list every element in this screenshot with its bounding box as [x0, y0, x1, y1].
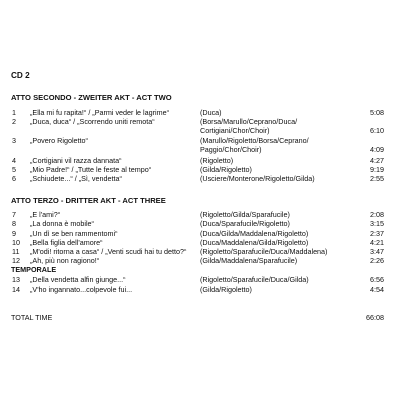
- track-number: 1: [12, 108, 16, 117]
- track-duration: 6:56: [370, 275, 384, 284]
- track-cast-line: (Duca/Maddalena/Gilda/Rigoletto): [200, 238, 309, 247]
- track-number: 10: [12, 238, 20, 247]
- track-duration: 4:54: [370, 285, 384, 294]
- track-cast-line: Cortigiani/Chor/Choir): [200, 126, 270, 136]
- track-duration: 2:55: [370, 174, 384, 183]
- track-title: „M'odi! ritorna a casa“ / „Venti scudi hai tu detto?“: [30, 247, 187, 256]
- track-cast: [200, 175, 315, 184]
- total-time-value: 66:08: [366, 313, 384, 322]
- act-three-heading: ATTO TERZO - DRITTER AKT - ACT THREE: [11, 196, 166, 205]
- track-title: „La donna è mobile“: [30, 219, 94, 228]
- track-cast-line: (Duca/Gilda/Maddalena/Rigoletto): [200, 229, 309, 238]
- track-cast-line: (Duca/Sparafucile/Rigoletto): [200, 219, 290, 228]
- track-title: „Ah, più non ragiono!“: [30, 256, 100, 265]
- track-cast-line: (Rigoletto/Gilda/Sparafucile): [200, 210, 290, 219]
- track-duration: 6:10: [370, 126, 384, 136]
- track-duration: 2:08: [370, 210, 384, 219]
- act-two-heading: ATTO SECONDO - ZWEITER AKT - ACT TWO: [11, 93, 172, 102]
- track-number: 9: [12, 229, 16, 238]
- track-cast: [200, 137, 309, 155]
- temporale-subheading: TEMPORALE: [11, 265, 57, 274]
- track-number: 12: [12, 256, 20, 265]
- track-duration: 5:08: [370, 108, 384, 117]
- track-title: „Ella mi fu rapita!“ / „Parmi veder le lagrime“: [30, 108, 169, 117]
- track-duration: 4:27: [370, 156, 384, 165]
- track-cast-line: (Borsa/Marullo/Ceprano/Duca/: [200, 117, 298, 126]
- track-cast-line: (Rigoletto/Sparafucile/Duca/Maddalena): [200, 247, 328, 256]
- track-title: „Bella figlia dell'amore“: [30, 238, 103, 247]
- track-cast: [200, 276, 309, 285]
- track-title: „Della vendetta alfin giunge...“: [30, 275, 126, 284]
- track-title: „Un dì se ben rammentomi“: [30, 229, 118, 238]
- track-duration: 3:15: [370, 219, 384, 228]
- track-title: „Duca, duca“ / „Scorrendo uniti remota“: [30, 117, 155, 126]
- track-cast-line: Paggio/Chor/Choir): [200, 145, 262, 155]
- track-number: 4: [12, 156, 16, 165]
- track-number: 11: [12, 247, 20, 256]
- track-number: 2: [12, 117, 16, 126]
- track-duration: 4:21: [370, 238, 384, 247]
- track-duration: 2:37: [370, 229, 384, 238]
- track-number: 8: [12, 219, 16, 228]
- track-title: „Schiudete...“ / „Sì, vendetta“: [30, 174, 122, 183]
- track-duration: 2:26: [370, 256, 384, 265]
- track-cast-line: (Usciere/Monterone/Rigoletto/Gilda): [200, 174, 315, 183]
- track-title: „Cortigiani vil razza dannata“: [30, 156, 122, 165]
- total-time-label: TOTAL TIME: [11, 313, 53, 322]
- track-duration: 9:19: [370, 165, 384, 174]
- track-cast-line: (Gilda/Rigoletto): [200, 285, 252, 294]
- track-cast: [200, 257, 297, 266]
- track-cast-line: (Gilda/Rigoletto): [200, 165, 252, 174]
- cd-label: CD 2: [11, 71, 30, 80]
- track-title: „Mio Padre!“ / „Tutte le feste al tempo“: [30, 165, 152, 174]
- track-title: „V'ho ingannato...colpevole fui...: [30, 285, 133, 294]
- track-number: 3: [12, 136, 16, 145]
- track-cast-line: (Rigoletto): [200, 156, 234, 165]
- track-cast-line: (Rigoletto/Sparafucile/Duca/Gilda): [200, 275, 309, 284]
- track-cast: [200, 220, 290, 229]
- track-duration: 3:47: [370, 247, 384, 256]
- track-cast: [200, 286, 252, 295]
- track-number: 14: [12, 285, 20, 294]
- track-number: 13: [12, 275, 20, 284]
- track-number: 6: [12, 174, 16, 183]
- track-duration: 4:09: [370, 145, 384, 155]
- track-cast: [200, 118, 297, 136]
- track-number: 5: [12, 165, 16, 174]
- track-cast-line: (Gilda/Maddalena/Sparafucile): [200, 256, 298, 265]
- track-title: „E l'ami?“: [30, 210, 61, 219]
- track-number: 7: [12, 210, 16, 219]
- track-cast-line: (Duca): [200, 108, 222, 117]
- track-cast-line: (Marullo/Rigoletto/Borsa/Ceprano/: [200, 136, 309, 145]
- track-title: „Povero Rigoletto“: [30, 136, 88, 145]
